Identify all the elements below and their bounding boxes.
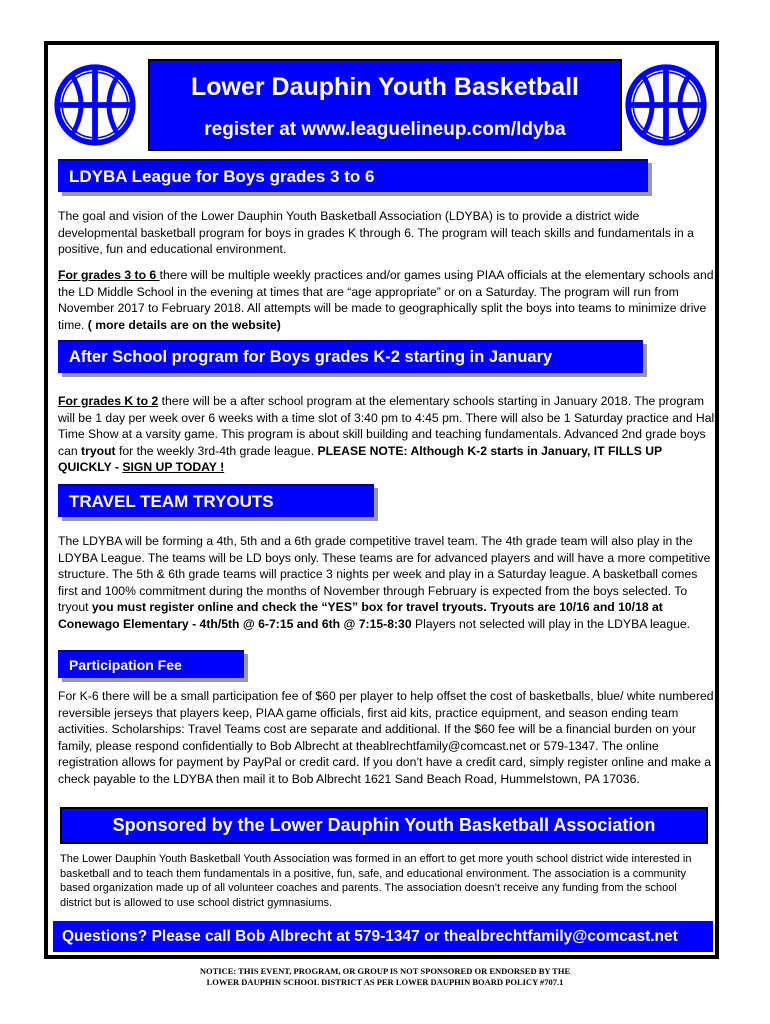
association-paragraph: The Lower Dauphin Youth Basketball Youth Association was formed in an effort to get more youth school district wide interested in basketball and to teach them fundamentals in a positive, fun, safe, and educational environment. The association is a community based organization made up of all volunteer coaches and parents. The association doesn’t receive any funding from the school district but is allowed to use school district gymnasiums.: [60, 853, 692, 909]
title-banner: [148, 59, 622, 151]
sign-up-today: SIGN UP TODAY !: [122, 460, 225, 475]
section-header-after-school: After School program for Boys grades K-2 starting in January: [58, 340, 643, 373]
fee-text: For K-6 there will be a small participation fee of $60 per player to help offset the cost of basketballs, blue/ white numbered reversible jerseys that players keep, PIAA game officials, first aid kits, practice equipment, and season ending team activities. Scholarships: Travel Teams cost are separate and additional. If the $60 fee will be a financial burden on your family, please respond confidentially to Bob Albrecht at theablrechtfamily@comcast.net or 579-1347. The online registration allows for payment by PayPal or credit card. If you don’t have a credit card, simply register online and make a check payable to the LDYBA then mail it to Bob Albrecht 1621 Sand Beach Road, Hummelstown, PA 17036.: [58, 689, 714, 786]
notice-line-2: LOWER DAUPHIN SCHOOL DISTRICT AS PER LOWER DAUPHIN BOARD POLICY #707.1: [206, 977, 564, 987]
district-notice: [0, 966, 770, 988]
grades-k-2-label: For grades K to 2: [58, 394, 159, 408]
after-school-text: there will be a after school program at the elementary schools starting in January 2018. The program will be 1 day per week over 6 weeks with a time slot of 3:40 pm to 4:45 pm. There will also be 1 Saturday practice and Half Time Show at a varsity game. This program is about skill building and teaching fundamentals. Advanced 2nd grade boys can: [58, 394, 718, 458]
registration-link[interactable]: register at www.leaguelineup.com/ldyba: [204, 119, 566, 140]
grades-3-6-label: For grades 3 to 6: [58, 268, 160, 282]
page-title: Lower Dauphin Youth Basketball: [190, 73, 579, 101]
sponsor-banner: Sponsored by the Lower Dauphin Youth Basketball Association: [60, 807, 708, 844]
travel-text: The LDYBA will be forming a 4th, 5th and a 6th grade competitive travel team. The 4th grade team will also play in the LDYBA League. The teams will be LD boys only. These teams are for advanced players and will have a more competitive structure. The 5th & 6th grade teams will practice 3 nights per week and play in a Saturday league. A basketball comes first and 100% commitment during the months of November through February is expected from the boys selected. To tryout: [58, 534, 711, 615]
after-school-text-2: for the weekly 3rd-4th grade league.: [115, 443, 318, 458]
grades-3-6-paragraph: [58, 267, 718, 333]
basketball-icon: [625, 64, 707, 146]
details-note: ( more details are on the website): [87, 317, 281, 332]
please-note: PLEASE NOTE: Although K-2 starts in January, IT FILLS UP QUICKLY -: [58, 443, 662, 475]
travel-text-2: Players not selected will play in the LDYBA league.: [411, 616, 691, 631]
questions-bar: Questions? Please call Bob Albrecht at 579-1347 or thealbrechtfamily@comcast.net: [53, 921, 713, 952]
section-header-fee: Participation Fee: [58, 650, 244, 678]
grades-3-6-text: there will be multiple weekly practices and/or games using PIAA officials at the elementary schools and the LD Middle School in the evening at times that are “age appropriate” or on a Saturday. The program will run from November 2017 to February 2018. All attempts will be made to geographically split the boys into teams to minimize drive time.: [58, 268, 714, 332]
section-header-league: LDYBA League for Boys grades 3 to 6: [58, 159, 648, 192]
tryout-word: tryout: [81, 443, 116, 458]
basketball-icon: [54, 64, 136, 146]
section-header-travel: TRAVEL TEAM TRYOUTS: [58, 484, 374, 517]
intro-paragraph: [58, 208, 718, 258]
fee-paragraph: [58, 688, 718, 788]
after-school-paragraph: [58, 393, 718, 476]
travel-tryout-info: you must register online and check the “YES” box for travel tryouts. Tryouts are 10/16 and 10/18 at Conewago Elementary - 4th/5th @ 6-7:15 and 6th @ 7:15-8:30: [58, 600, 663, 631]
notice-line-1: NOTICE: THIS EVENT, PROGRAM, OR GROUP IS NOT SPONSORED OR ENDORSED BY THE: [199, 966, 571, 976]
travel-paragraph: [58, 533, 718, 633]
intro-text: The goal and vision of the Lower Dauphin Youth Basketball Association (LDYBA) is to provide a district wide developmental basketball program for boys in grades K through 6. The program will teach skills and fundamentals in a positive, fun and educational environment.: [58, 209, 694, 257]
